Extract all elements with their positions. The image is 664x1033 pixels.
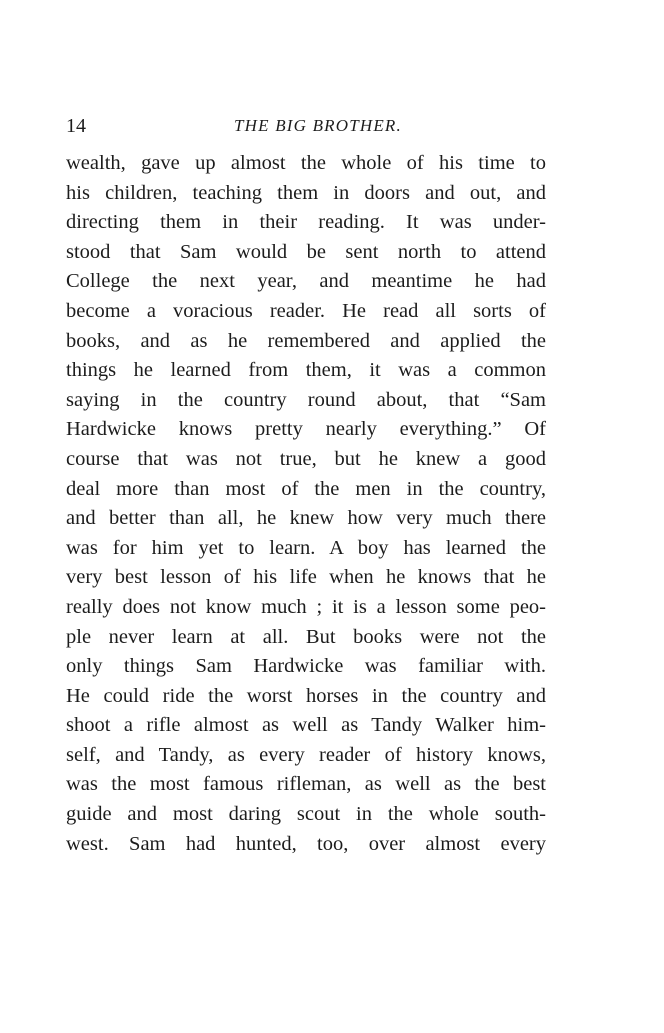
running-head (66, 114, 546, 138)
text-line: west. Sam had hunted, too, over almost every (66, 832, 546, 855)
text-line: become a voracious reader. He read all sorts of (66, 299, 546, 322)
text-line: was the most famous rifleman, as well as the best (66, 773, 546, 796)
text-line: and better than all, he knew how very much there (66, 507, 546, 530)
text-line: stood that Sam would be sent north to attend (66, 240, 546, 263)
text-line: was for him yet to learn. A boy has learned the (66, 536, 546, 559)
page-number: 14 (66, 115, 86, 137)
text-line: only things Sam Hardwicke was familiar with. (66, 655, 546, 678)
text-line: wealth, gave up almost the whole of his time to (66, 152, 546, 174)
body-text (66, 149, 546, 859)
text-line: his children, teaching them in doors and out, and (66, 181, 546, 204)
text-line: guide and most daring scout in the whole south- (66, 803, 546, 826)
text-line: saying in the country round about, that “Sam (66, 388, 546, 411)
running-title: THE BIG BROTHER. (234, 116, 402, 135)
text-line: self, and Tandy, as every reader of history knows, (66, 743, 546, 766)
text-line: books, and as he remembered and applied the (66, 329, 546, 352)
text-line: shoot a rifle almost as well as Tandy Walker him- (66, 714, 546, 737)
text-line: course that was not true, but he knew a good (66, 447, 546, 470)
text-line: He could ride the worst horses in the country and (66, 684, 546, 707)
text-line: deal more than most of the men in the country, (66, 477, 546, 500)
text-line: things he learned from them, it was a common (66, 359, 546, 382)
text-line: very best lesson of his life when he knows that he (66, 566, 546, 589)
text-line: really does not know much ; it is a lesson some peo- (66, 595, 546, 618)
text-line: College the next year, and meantime he had (66, 270, 546, 293)
text-line: Hardwicke knows pretty nearly everything.” Of (66, 418, 546, 441)
text-line: directing them in their reading. It was under- (66, 211, 546, 234)
text-line: ple never learn at all. But books were not the (66, 625, 546, 648)
